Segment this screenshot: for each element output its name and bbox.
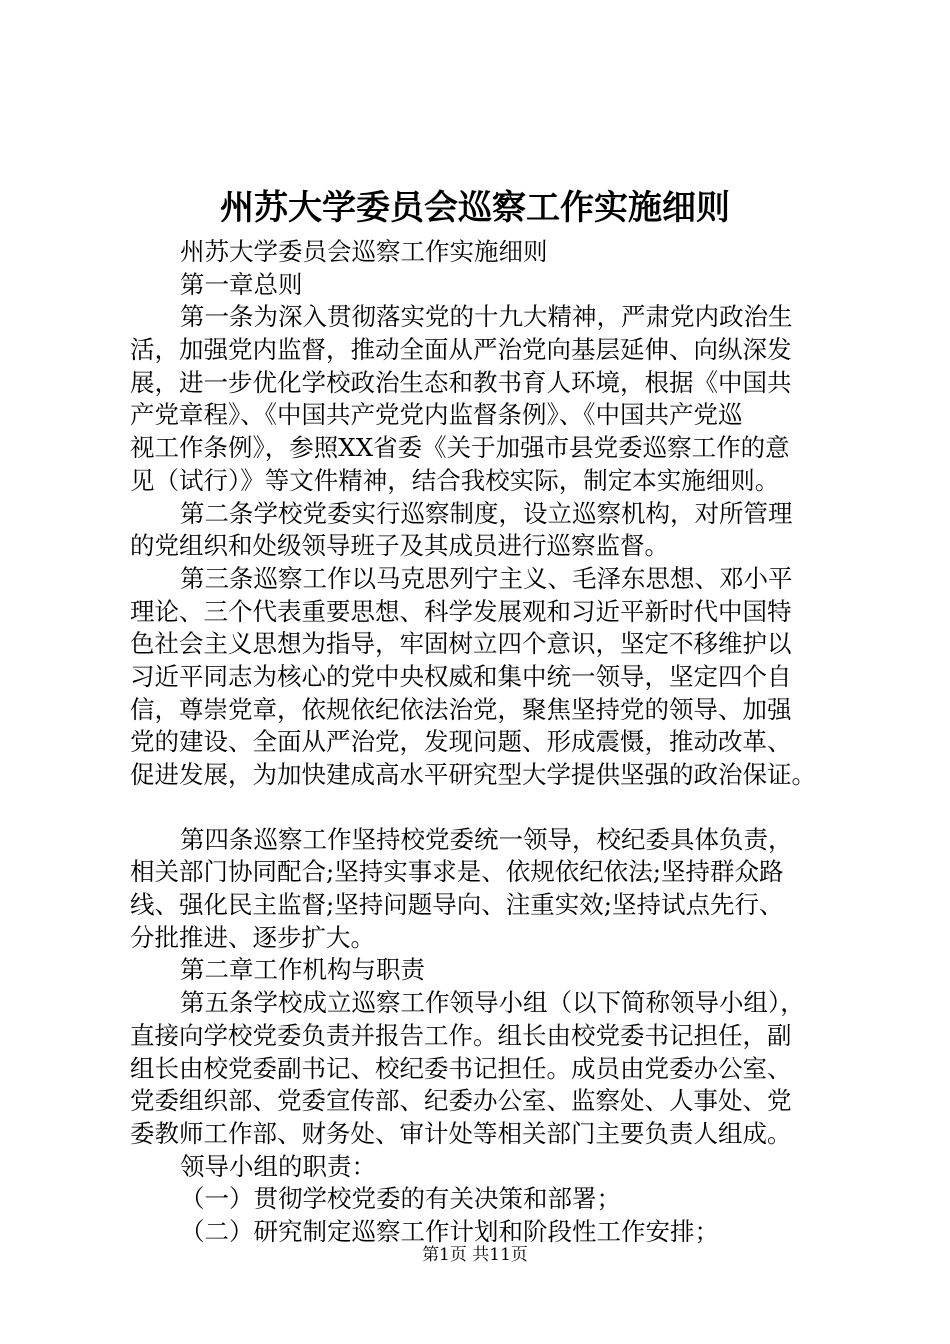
text-line: 展，进一步优化学校政治生态和教书育人环境，根据《中国共 [130,367,792,397]
text-line: 直接向学校党委负责并报告工作。组长由校党委书记担任，副 [130,1020,792,1050]
text-line: 委教师工作部、财务处、审计处等相关部门主要负责人组成。 [130,1118,792,1148]
text-line: 视工作条例》，参照XX省委《关于加强市县党委巡察工作的意 [130,433,790,463]
text-line: 第二章工作机构与职责 [180,955,425,985]
document-body [130,236,850,1249]
text-line: 理论、三个代表重要思想、科学发展观和习近平新时代中国特 [130,596,792,626]
text-line: 分批推进、逐步扩大。 [130,922,375,952]
text-line: （一）贯彻学校党委的有关决策和部署； [180,1184,621,1214]
text-line: 线、强化民主监督;坚持问题导向、注重实效;坚持试点先行、 [130,890,784,920]
text-line: 第四条巡察工作坚持校党委统一领导，校纪委具体负责， [180,824,793,854]
paragraph-gap [130,792,850,824]
text-line: 习近平同志为核心的党中央权威和集中统一领导，坚定四个自 [130,661,792,691]
text-line: 活，加强党内监督，推动全面从严治党向基层延伸、向纵深发 [130,335,792,365]
text-line: 第五条学校成立巡察工作领导小组（以下简称领导小组）， [180,988,805,1018]
text-line: 色社会主义思想为指导，牢固树立四个意识，坚定不移维护以 [130,629,792,659]
text-line: 见（试行）》等文件精神，结合我校实际，制定本实施细则。 [130,465,780,495]
text-line: 相关部门协同配合;坚持实事求是、依规依纪依法;坚持群众路 [130,857,784,887]
text-line: （二）研究制定巡察工作计划和阶段性工作安排； [180,1216,719,1246]
text-line: 信，尊崇党章，依规依纪依法治党，聚焦坚持党的领导、加强 [130,694,792,724]
text-line: 领导小组的职责： [180,1151,376,1181]
page-footer: 第1页 共11页 [422,1245,528,1265]
text-line: 第一条为深入贯彻落实党的十九大精神，严肃党内政治生 [180,302,793,332]
text-line: 州苏大学委员会巡察工作实施细则 [180,237,548,266]
text-line: 党的建设、全面从严治党，发现问题、形成震慑，推动改革、 [130,727,792,757]
text-line: 党委组织部、党委宣传部、纪委办公室、监察处、人事处、党 [130,1086,792,1116]
text-line: 促进发展，为加快建成高水平研究型大学提供坚强的政治保证。 [130,760,816,789]
text-line: 的党组织和处级领导班子及其成员进行巡察监督。 [130,531,669,561]
text-line: 第二条学校党委实行巡察制度，设立巡察机构，对所管理 [180,498,793,528]
text-line: 第一章总则 [180,269,303,299]
text-line: 产党章程》、《中国共产党党内监督条例》、《中国共产党巡 [130,400,743,430]
text-line: 第三条巡察工作以马克思列宁主义、毛泽东思想、邓小平 [180,563,793,593]
text-line: 组长由校党委副书记、校纪委书记担任。成员由党委办公室、 [130,1053,792,1083]
document-title: 州苏大学委员会巡察工作实施细则 [220,188,730,228]
